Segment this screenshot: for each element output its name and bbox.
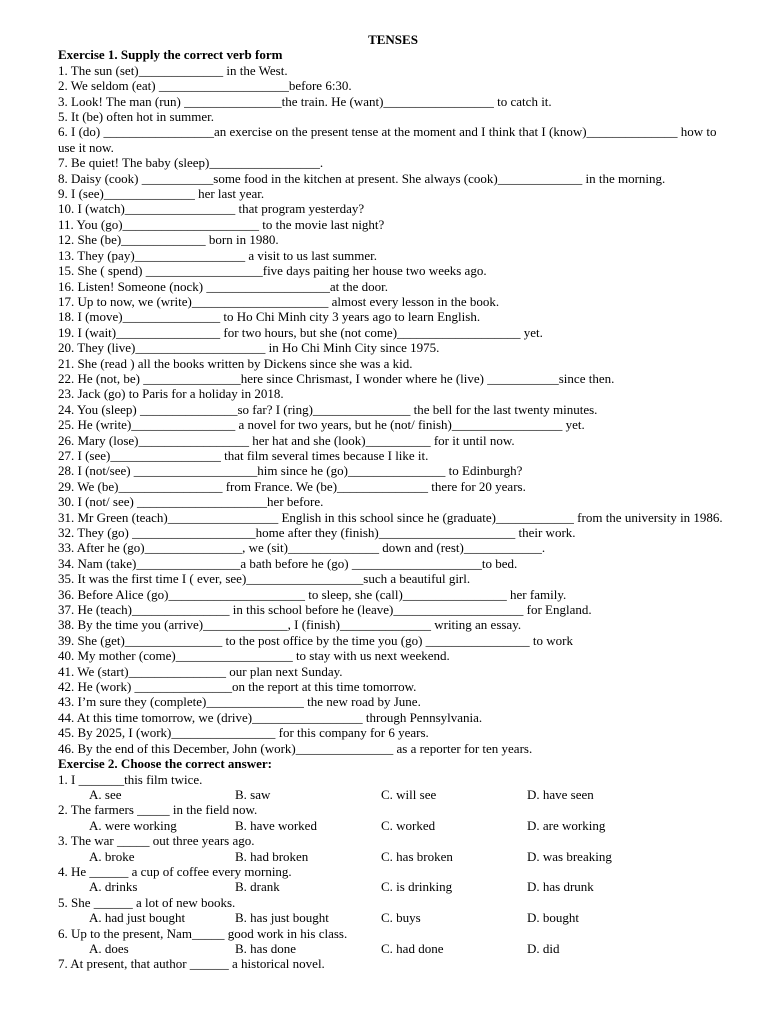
exercise-1-item: 24. You (sleep) _______________so far? I (ring)_______________ the bell for the last twenty minutes. (58, 401, 598, 417)
exercise-1-item: 15. She ( spend) __________________five days paiting her house two weeks ago. (58, 263, 487, 279)
answer-option[interactable]: B. had broken (235, 848, 309, 864)
exercise-1-item: 18. I (move)_______________ to Ho Chi Minh city 3 years ago to learn English. (58, 309, 481, 325)
answer-options (58, 818, 728, 833)
answer-option[interactable]: D. was breaking (527, 848, 612, 864)
answer-option[interactable]: D. bought (527, 910, 579, 926)
question-text: 4. He ______ a cup of coffee every morning. (58, 863, 292, 879)
exercise-1-item: 13. They (pay)_________________ a visit to us last summer. (58, 247, 377, 263)
exercise-1-item: 31. Mr Green (teach)_________________ English in this school since he (graduate)____________ from the university in 1986. (58, 509, 723, 525)
exercise-1-item: 3. Look! The man (run) _______________the train. He (want)_________________ to catch it. (58, 93, 552, 109)
exercise-1-item: 11. You (go)_____________________ to the movie last night? (58, 216, 385, 232)
exercise-1-item: 42. He (work) _______________on the report at this time tomorrow. (58, 679, 417, 695)
exercise-1-item: 25. He (write)________________ a novel for two years, but he (not/ finish)_________________ yet. (58, 417, 585, 433)
answer-options (58, 787, 728, 802)
answer-option[interactable]: B. saw (235, 786, 271, 802)
exercise-1-item: 16. Listen! Someone (nock) ___________________at the door. (58, 278, 389, 294)
exercise-1-item: 6. I (do) _________________an exercise on the present tense at the moment and I think that I (know)______________ how to use it now. (58, 124, 717, 155)
exercise-1-item: 22. He (not, be) _______________here since Chrismast, I wonder where he (live) ___________since then. (58, 370, 615, 386)
exercise-1-item: 43. I’m sure they (complete)_______________ the new road by June. (58, 694, 421, 710)
exercise-1-item: 28. I (not/see) ___________________him since he (go)_______________ to Edinburgh? (58, 463, 523, 479)
exercise-1-item: 39. She (get)_______________ to the post office by the time you (go) ________________ to work (58, 632, 574, 648)
answer-option[interactable]: C. is drinking (381, 879, 453, 895)
answer-options (58, 849, 728, 864)
exercise-1-heading: Exercise 1. Supply the correct verb form (58, 47, 283, 63)
answer-option[interactable]: B. have worked (235, 817, 317, 833)
exercise-2-heading: Exercise 2. Choose the correct answer: (58, 756, 272, 772)
answer-option[interactable]: B. drank (235, 879, 280, 895)
question-text: 7. At present, that author ______ a historical novel. (58, 956, 325, 972)
question-text: 5. She ______ a lot of new books. (58, 894, 236, 910)
answer-option[interactable]: C. has broken (381, 848, 453, 864)
answer-option[interactable]: A. were working (89, 817, 177, 833)
answer-option[interactable]: A. does (89, 940, 129, 956)
question-text: 2. The farmers _____ in the field now. (58, 802, 258, 818)
exercise-1-item: 35. It was the first time I ( ever, see)__________________such a beautiful girl. (58, 571, 471, 587)
answer-option[interactable]: C. buys (381, 910, 421, 926)
answer-option[interactable]: D. did (527, 940, 560, 956)
answer-option[interactable]: C. had done (381, 940, 444, 956)
answer-option[interactable]: A. drinks (89, 879, 138, 895)
exercise-1-item: 34. Nam (take)________________a bath before he (go) ____________________to bed. (58, 555, 518, 571)
exercise-1-item: 8. Daisy (cook) ___________some food in the kitchen at present. She always (cook)_____________ in the morning. (58, 170, 666, 186)
exercise-1-item: 19. I (wait)________________ for two hours, but she (not come)___________________ yet. (58, 324, 543, 340)
exercise-1-item: 36. Before Alice (go)_____________________ to sleep, she (call)________________ her family. (58, 586, 567, 602)
answer-options (58, 879, 728, 894)
answer-option[interactable]: A. had just bought (89, 910, 186, 926)
exercise-1-list (58, 63, 728, 756)
exercise-1-item: 26. Mary (lose)_________________ her hat and she (look)__________ for it until now. (58, 432, 515, 448)
exercise-1-item: 12. She (be)_____________ born in 1980. (58, 232, 279, 248)
exercise-1-item: 41. We (start)_______________ our plan next Sunday. (58, 663, 343, 679)
exercise-1-item: 38. By the time you (arrive)_____________, I (finish)______________ writing an essay. (58, 617, 522, 633)
answer-option[interactable]: D. are working (527, 817, 606, 833)
exercise-1-item: 33. After he (go)_______________, we (sit)______________ down and (rest)____________. (58, 540, 546, 556)
answer-option[interactable]: C. will see (381, 786, 437, 802)
answer-option[interactable]: B. has just bought (235, 910, 329, 926)
answer-option[interactable]: A. see (89, 786, 122, 802)
exercise-1-item: 9. I (see)______________ her last year. (58, 186, 265, 202)
exercise-1-item: 27. I (see)_________________ that film several times because I like it. (58, 447, 429, 463)
exercise-1-item: 2. We seldom (eat) ____________________before 6:30. (58, 78, 352, 94)
page-title: TENSES (368, 32, 418, 47)
exercise-1-item: 5. It (be) often hot in summer. (58, 109, 214, 125)
answer-option[interactable]: A. broke (89, 848, 135, 864)
exercise-1-item: 20. They (live)____________________ in Ho Chi Minh City since 1975. (58, 340, 440, 356)
exercise-1-item: 32. They (go) ___________________home after they (finish)_____________________ their work. (58, 525, 576, 540)
exercise-1-item: 45. By 2025, I (work)________________ for this company for 6 years. (58, 725, 429, 741)
exercise-2-list (58, 772, 728, 972)
exercise-1-item: 44. At this time tomorrow, we (drive)_________________ through Pennsylvania. (58, 709, 483, 725)
question-text: 6. Up to the present, Nam_____ good work in his class. (58, 925, 348, 941)
exercise-1-item: 1. The sun (set)_____________ in the West. (58, 62, 288, 78)
exercise-1-item: 37. He (teach)_______________ in this school before he (leave)____________________ for England. (58, 602, 592, 618)
exercise-1-item: 46. By the end of this December, John (work)_______________ as a reporter for ten years. (58, 740, 533, 756)
answer-option[interactable]: C. worked (381, 817, 436, 833)
answer-options (58, 910, 728, 925)
exercise-1-item: 30. I (not/ see) ____________________her before. (58, 494, 324, 510)
answer-options (58, 941, 728, 956)
exercise-1-item: 10. I (watch)_________________ that program yesterday? (58, 201, 365, 217)
exercise-1-item: 21. She (read ) all the books written by Dickens since she was a kid. (58, 355, 413, 371)
question-text: 3. The war _____ out three years ago. (58, 833, 255, 849)
exercise-1-item: 40. My mother (come)__________________ to stay with us next weekend. (58, 648, 450, 664)
answer-option[interactable]: D. have seen (527, 786, 594, 802)
exercise-1-item: 29. We (be)________________ from France. We (be)______________ there for 20 years. (58, 478, 526, 494)
exercise-1-item: 17. Up to now, we (write)_____________________ almost every lesson in the book. (58, 293, 500, 309)
answer-option[interactable]: D. has drunk (527, 879, 594, 895)
exercise-1-item: 23. Jack (go) to Paris for a holiday in 2018. (58, 386, 284, 402)
question-text: 1. I _______this film twice. (58, 771, 203, 787)
answer-option[interactable]: B. has done (235, 940, 297, 956)
exercise-1-item: 7. Be quiet! The baby (sleep)_________________. (58, 155, 324, 171)
